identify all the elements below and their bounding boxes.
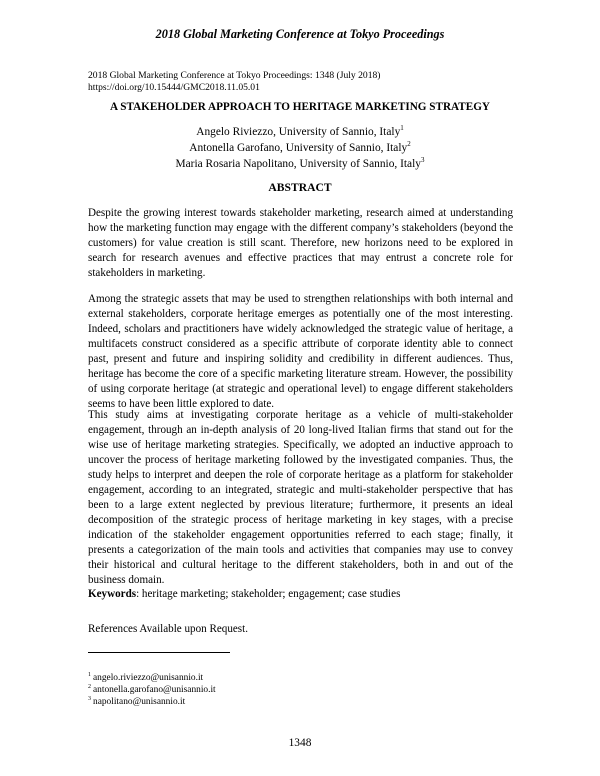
abstract-paragraph: Among the strategic assets that may be used to strengthen relationships with both internal and external stakeholders, corporate heritage emerges as potentially one of the most interesting. Indeed, scholars and practitioners have widely acknowledged the strategic value of heritage, a multifacets construct considered as a specific attribute of corporate identity able to connect past, present and future and inspiring solidity and credibility in different audiences. Thus, heritage has become the core of a specific marketing literature stream. However, the possibility of using corporate heritage (at strategic and operational level) to engage different stakeholders seems to have been little explored to date. bbox=[88, 293, 513, 410]
doi-link[interactable]: https://doi.org/10.15444/GMC2018.11.05.01 bbox=[88, 82, 260, 93]
abstract-paragraph: This study aims at investigating corporate heritage as a vehicle of multi-stakeholder engagement, through an in-depth analysis of 20 long-lived Italian firms that stand out for the wise use of heritage marketing strategies. Specifically, we adopted an inductive approach to uncover the process of heritage marketing followed by the investigated companies. Thus, the study helps to interpret and deepen the role of corporate heritage as a platform for stakeholder engagement, according to an integrated, strategic and multi-stakeholder perspective that has been to a large extent neglected by previous literature; furthermore, it presents an ideal decomposition of the strategic process of heritage marketing in key stages, with a precise indication of the stakeholder engagement opportunities referred to each stage; finally, it presents a categorization of the main tools and activities that companies may use to convey their historical and cultural heritage to the different stakeholders, both in and out of the business domain. bbox=[88, 409, 513, 586]
keywords-text: : heritage marketing; stakeholder; engagement; case studies bbox=[136, 588, 401, 600]
footnote-item bbox=[88, 696, 216, 708]
footnote-number: 2 bbox=[88, 683, 91, 690]
abstract-heading: ABSTRACT bbox=[268, 181, 332, 194]
keywords-label: Keywords bbox=[88, 588, 137, 600]
footnote-marker: 3 bbox=[420, 156, 425, 165]
footnote-email[interactable]: napolitano@unisannio.it bbox=[93, 697, 186, 707]
footnote-number: 3 bbox=[88, 695, 91, 702]
citation-line: 2018 Global Marketing Conference at Tokyo Proceedings: 1348 (July 2018) bbox=[88, 70, 381, 81]
footnote-item bbox=[88, 684, 216, 696]
footnote-number: 1 bbox=[88, 671, 91, 678]
references-note: References Available upon Request. bbox=[88, 623, 248, 635]
paper-title: A STAKEHOLDER APPROACH TO HERITAGE MARKETING STRATEGY bbox=[109, 101, 491, 113]
running-header: 2018 Global Marketing Conference at Tokyo Proceedings bbox=[155, 27, 445, 41]
footnote-marker: 2 bbox=[407, 140, 411, 149]
author-name: Maria Rosaria Napolitano, University of Sannio, Italy bbox=[175, 158, 421, 170]
page-number: 1348 bbox=[288, 737, 312, 749]
abstract-paragraph: Despite the growing interest towards stakeholder marketing, research aimed at understanding how the marketing function may engage with the different company’s stakeholders (beyond the customers) for value creation is still scant. Therefore, new horizons need to be explored in search for research avenues and effective practices that may entrust a concrete role for stakeholders in marketing. bbox=[88, 207, 513, 279]
footnotes bbox=[88, 672, 216, 708]
footnote-marker: 1 bbox=[400, 124, 404, 133]
footnote-email[interactable]: angelo.riviezzo@unisannio.it bbox=[93, 673, 204, 683]
author-line bbox=[0, 124, 600, 140]
citation-block bbox=[88, 70, 381, 94]
author-name: Antonella Garofano, University of Sannio, Italy bbox=[189, 142, 408, 154]
author-list bbox=[0, 124, 600, 172]
keywords-line bbox=[88, 587, 513, 602]
footnote-email[interactable]: antonella.garofano@unisannio.it bbox=[93, 685, 216, 695]
author-name: Angelo Riviezzo, University of Sannio, Italy bbox=[196, 126, 401, 138]
author-line bbox=[0, 156, 600, 172]
footnote-divider bbox=[88, 652, 230, 653]
author-line bbox=[0, 140, 600, 156]
footnote-item bbox=[88, 672, 216, 684]
